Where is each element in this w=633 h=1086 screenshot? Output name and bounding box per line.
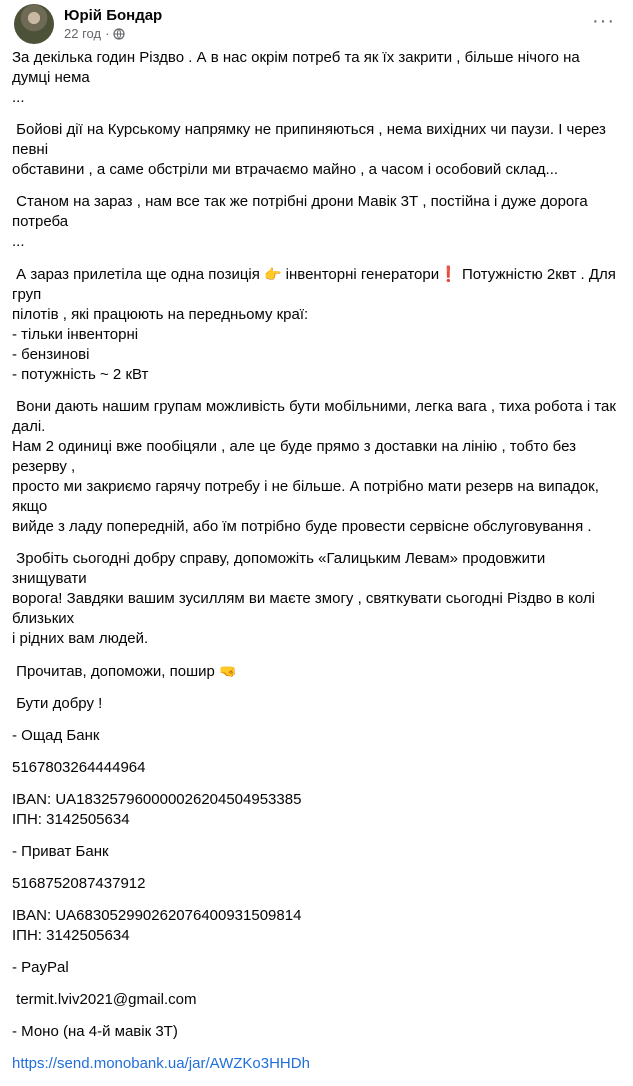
text-line: вийде з ладу попередній, або їм потрібно буде провести сервісне обслуговування .: [12, 518, 592, 535]
text-fragment: інвенторні генератори: [281, 266, 440, 283]
bank-label: - PayPal: [12, 959, 69, 976]
text-line: Нам 2 одиниці вже пообіцяли , але це буде прямо з доставки на лінію , тобто без резерву ,: [12, 438, 581, 475]
text-line: Зробіть сьогодні добру справу, допоможіть «Галицьким Левам» продовжити знищувати: [12, 550, 550, 587]
email: termit.lviv2021@gmail.com: [12, 991, 197, 1008]
ipn: ІПН: 3142505634: [12, 927, 130, 944]
text-fragment: Прочитав, допоможи, пошир: [12, 663, 220, 680]
text-line: пілотів , які працюють на передньому краї:: [12, 306, 309, 323]
ipn: ІПН: 3142505634: [12, 811, 130, 828]
privat-label: [12, 842, 622, 862]
text-line: Бойові дії на Курському напрямку не припиняються , нема вихідних чи паузи. І через певні: [12, 121, 611, 158]
paragraph-3: [12, 192, 622, 252]
paragraph-2: [12, 120, 622, 180]
mono-label: [12, 1022, 622, 1042]
exclamation-icon: ❗: [439, 266, 458, 283]
post-time-row: 22 год ·: [64, 25, 162, 43]
monobank-link[interactable]: https://send.monobank.ua/jar/AWZKo3HHDh: [12, 1055, 310, 1072]
paragraph-5: [12, 397, 622, 537]
privat-card: [12, 874, 622, 894]
text-line: - потужність ~ 2 кВт: [12, 366, 149, 383]
text-line: Станом на зараз , нам все так же потрібні дрони Мавік 3Т , постійна і дуже дорога потреба: [12, 193, 592, 230]
paypal-email: [12, 990, 622, 1010]
paragraph-8: [12, 694, 622, 714]
paragraph-6: [12, 549, 622, 649]
more-options-icon[interactable]: ···: [592, 10, 615, 32]
text-line: - бензинові: [12, 346, 90, 363]
author-name[interactable]: Юрій Бондар: [64, 6, 163, 24]
text-line: [12, 661, 622, 682]
text-line: ...: [12, 89, 25, 106]
text-line: Бути добру !: [12, 695, 103, 712]
text-line: За декілька годин Різдво . А в нас окрім потреб та як їх закрити , більше нічого на думці нема: [12, 49, 584, 86]
text-line: ворога! Завдяки вашим зусиллям ви маєте змогу , святкувати сьогодні Різдво в колі близьких: [12, 590, 600, 627]
bank-label: - Моно (на 4-й мавік 3Т): [12, 1023, 178, 1040]
paragraph-4: [12, 264, 622, 385]
text-line: - тільки інвенторні: [12, 326, 139, 343]
mono-link-row: [12, 1054, 622, 1074]
text-line: обставини , а саме обстріли ми втрачаємо майно , а часом і особовий склад...: [12, 161, 559, 178]
post-time[interactable]: 22 год: [64, 25, 102, 41]
globe-icon: [113, 28, 125, 40]
bank-label: - Ощад Банк: [12, 727, 100, 744]
text-fragment: Потужністю 2квт . Для груп: [12, 266, 621, 303]
paragraph-1: [12, 48, 622, 108]
fist-icon: 🤜: [219, 663, 237, 679]
pointing-right-icon: 👉: [264, 266, 282, 282]
post-body: [12, 48, 622, 1086]
card-number: 5168752087437912: [12, 875, 146, 892]
iban: IBAN: UA683052990262076400931509814: [12, 907, 302, 924]
text-line: Вони дають нашим групам можливість бути мобільними, легка вага , тиха робота і так далі.: [12, 398, 621, 435]
privat-details: [12, 906, 622, 946]
paypal-label: [12, 958, 622, 978]
card-number: 5167803264444964: [12, 759, 146, 776]
text-line: і рідних вам людей.: [12, 630, 149, 647]
text-fragment: А зараз прилетіла ще одна позиція: [12, 266, 265, 283]
oschad-details: [12, 790, 622, 830]
post-meta: [64, 6, 162, 43]
avatar[interactable]: [14, 4, 54, 44]
paragraph-7: [12, 661, 622, 682]
text-line: просто ми закриємо гарячу потребу і не більше. А потрібно мати резерв на випадок, якщо: [12, 478, 604, 515]
iban: IBAN: UA183257960000026204504953385: [12, 791, 302, 808]
oschad-label: [12, 726, 622, 746]
oschad-card: [12, 758, 622, 778]
text-line: [12, 264, 622, 305]
text-line: ...: [12, 233, 25, 250]
post-header: [14, 4, 162, 44]
bank-label: - Приват Банк: [12, 843, 109, 860]
